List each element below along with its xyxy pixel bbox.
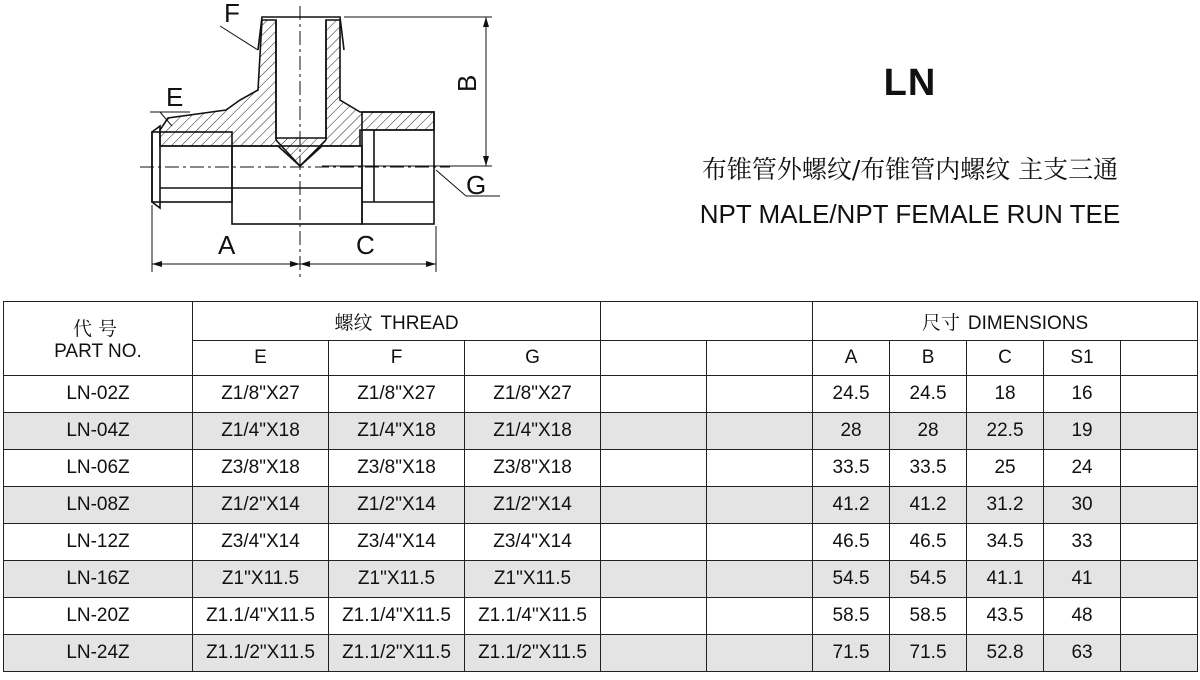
table-row <box>4 413 1198 450</box>
blank-cell <box>601 561 707 598</box>
dim-c-cell: 52.8 <box>967 635 1044 672</box>
dim-b-cell: 58.5 <box>890 598 967 635</box>
thread-g-cell: Z1"X11.5 <box>465 561 601 598</box>
dim-b-cell: 46.5 <box>890 524 967 561</box>
part-no-cell: LN-20Z <box>4 598 193 635</box>
table-row <box>4 598 1198 635</box>
blank-cell <box>707 450 813 487</box>
thread-f-cell: Z1/8"X27 <box>329 376 465 413</box>
thread-e-cell: Z1.1/4"X11.5 <box>193 598 329 635</box>
dim-a-cell: 46.5 <box>813 524 890 561</box>
dim-b-cell: 24.5 <box>890 376 967 413</box>
dim-c-cell: 31.2 <box>967 487 1044 524</box>
thread-f-cell: Z1/4"X18 <box>329 413 465 450</box>
table-row <box>4 524 1198 561</box>
part-no-cell: LN-24Z <box>4 635 193 672</box>
table-row <box>4 635 1198 672</box>
dim-a-cell: 71.5 <box>813 635 890 672</box>
col-a-header: A <box>813 341 890 376</box>
dim-s1-cell: 30 <box>1044 487 1121 524</box>
blank-cell <box>707 413 813 450</box>
blank-cell <box>1121 561 1198 598</box>
dim-s1-cell: 41 <box>1044 561 1121 598</box>
part-no-en: PART NO. <box>54 341 142 362</box>
blank-cell <box>1121 635 1198 672</box>
table-row <box>4 487 1198 524</box>
dim-b-cell: 41.2 <box>890 487 967 524</box>
dim-a-cell: 24.5 <box>813 376 890 413</box>
part-no-cell: LN-04Z <box>4 413 193 450</box>
thread-e-cell: Z1"X11.5 <box>193 561 329 598</box>
dimensions-header <box>813 302 1198 341</box>
thread-g-cell: Z1/2"X14 <box>465 487 601 524</box>
dimensions-cn: 尺寸 <box>921 311 960 334</box>
blank-cell <box>707 598 813 635</box>
blank-cell <box>1121 524 1198 561</box>
dimensions-en: DIMENSIONS <box>967 312 1089 334</box>
product-name-cn: 布锥管外螺纹/布锥管内螺纹 主支三通 <box>701 155 1119 184</box>
col-b-header: B <box>890 341 967 376</box>
label-e: E <box>166 82 184 112</box>
dim-s1-cell: 24 <box>1044 450 1121 487</box>
thread-header <box>193 302 601 341</box>
thread-cn: 螺纹 <box>334 311 373 334</box>
thread-g-cell: Z1.1/4"X11.5 <box>465 598 601 635</box>
dim-c-cell: 22.5 <box>967 413 1044 450</box>
dim-c-cell: 41.1 <box>967 561 1044 598</box>
thread-g-cell: Z3/8"X18 <box>465 450 601 487</box>
thread-g-cell: Z1.1/2"X11.5 <box>465 635 601 672</box>
part-no-cell: LN-08Z <box>4 487 193 524</box>
dim-b-cell: 54.5 <box>890 561 967 598</box>
blank-col-header <box>707 341 813 376</box>
product-name-en: NPT MALE/NPT FEMALE RUN TEE <box>699 199 1121 229</box>
table-row <box>4 376 1198 413</box>
thread-f-cell: Z1.1/4"X11.5 <box>329 598 465 635</box>
dim-s1-cell: 16 <box>1044 376 1121 413</box>
blank-col-header <box>1121 341 1198 376</box>
dim-c-cell: 25 <box>967 450 1044 487</box>
part-no-header <box>4 302 193 376</box>
blank-cell <box>601 635 707 672</box>
thread-g-cell: Z1/8"X27 <box>465 376 601 413</box>
dim-a-cell: 54.5 <box>813 561 890 598</box>
part-no-cell: LN-02Z <box>4 376 193 413</box>
blank-header <box>601 302 813 341</box>
thread-e-cell: Z3/8"X18 <box>193 450 329 487</box>
header-row-1 <box>4 302 1198 341</box>
blank-cell <box>601 598 707 635</box>
col-f-header: F <box>329 341 465 376</box>
label-g: G <box>466 170 487 200</box>
blank-cell <box>601 450 707 487</box>
thread-en: THREAD <box>380 312 459 334</box>
blank-cell <box>1121 413 1198 450</box>
dim-c-cell: 34.5 <box>967 524 1044 561</box>
dim-b-cell: 33.5 <box>890 450 967 487</box>
thread-e-cell: Z1.1/2"X11.5 <box>193 635 329 672</box>
spec-table <box>3 301 1198 672</box>
blank-cell <box>601 376 707 413</box>
thread-g-cell: Z1/4"X18 <box>465 413 601 450</box>
col-s1-header: S1 <box>1044 341 1121 376</box>
dim-c-cell: 43.5 <box>967 598 1044 635</box>
dim-s1-cell: 48 <box>1044 598 1121 635</box>
dim-s1-cell: 63 <box>1044 635 1121 672</box>
dim-a-cell: 28 <box>813 413 890 450</box>
blank-cell <box>601 524 707 561</box>
blank-cell <box>1121 487 1198 524</box>
thread-e-cell: Z3/4"X14 <box>193 524 329 561</box>
part-no-cn: 代号 <box>72 318 123 340</box>
blank-cell <box>1121 598 1198 635</box>
blank-col-header <box>601 341 707 376</box>
dim-s1-cell: 19 <box>1044 413 1121 450</box>
label-b: B <box>452 74 482 92</box>
dim-c-cell: 18 <box>967 376 1044 413</box>
product-code: LN <box>883 62 937 104</box>
label-a: A <box>218 230 236 260</box>
blank-cell <box>601 413 707 450</box>
blank-cell <box>707 487 813 524</box>
table-row <box>4 561 1198 598</box>
thread-f-cell: Z1.1/2"X11.5 <box>329 635 465 672</box>
blank-cell <box>1121 376 1198 413</box>
blank-cell <box>1121 450 1198 487</box>
thread-e-cell: Z1/4"X18 <box>193 413 329 450</box>
col-c-header: C <box>967 341 1044 376</box>
blank-cell <box>707 635 813 672</box>
thread-g-cell: Z3/4"X14 <box>465 524 601 561</box>
dim-a-cell: 33.5 <box>813 450 890 487</box>
part-no-cell: LN-12Z <box>4 524 193 561</box>
dim-a-cell: 41.2 <box>813 487 890 524</box>
blank-cell <box>707 561 813 598</box>
col-g-header: G <box>465 341 601 376</box>
label-f: F <box>224 0 240 28</box>
blank-cell <box>707 376 813 413</box>
col-e-header: E <box>193 341 329 376</box>
table-body <box>4 376 1198 672</box>
dim-a-cell: 58.5 <box>813 598 890 635</box>
part-no-cell: LN-16Z <box>4 561 193 598</box>
blank-cell <box>707 524 813 561</box>
dim-s1-cell: 33 <box>1044 524 1121 561</box>
thread-e-cell: Z1/8"X27 <box>193 376 329 413</box>
thread-f-cell: Z3/4"X14 <box>329 524 465 561</box>
blank-cell <box>601 487 707 524</box>
table-row <box>4 450 1198 487</box>
thread-f-cell: Z3/8"X18 <box>329 450 465 487</box>
thread-f-cell: Z1"X11.5 <box>329 561 465 598</box>
thread-e-cell: Z1/2"X14 <box>193 487 329 524</box>
tee-fitting-drawing <box>0 0 600 300</box>
thread-f-cell: Z1/2"X14 <box>329 487 465 524</box>
dim-b-cell: 71.5 <box>890 635 967 672</box>
part-no-cell: LN-06Z <box>4 450 193 487</box>
label-c: C <box>356 230 375 260</box>
dim-b-cell: 28 <box>890 413 967 450</box>
